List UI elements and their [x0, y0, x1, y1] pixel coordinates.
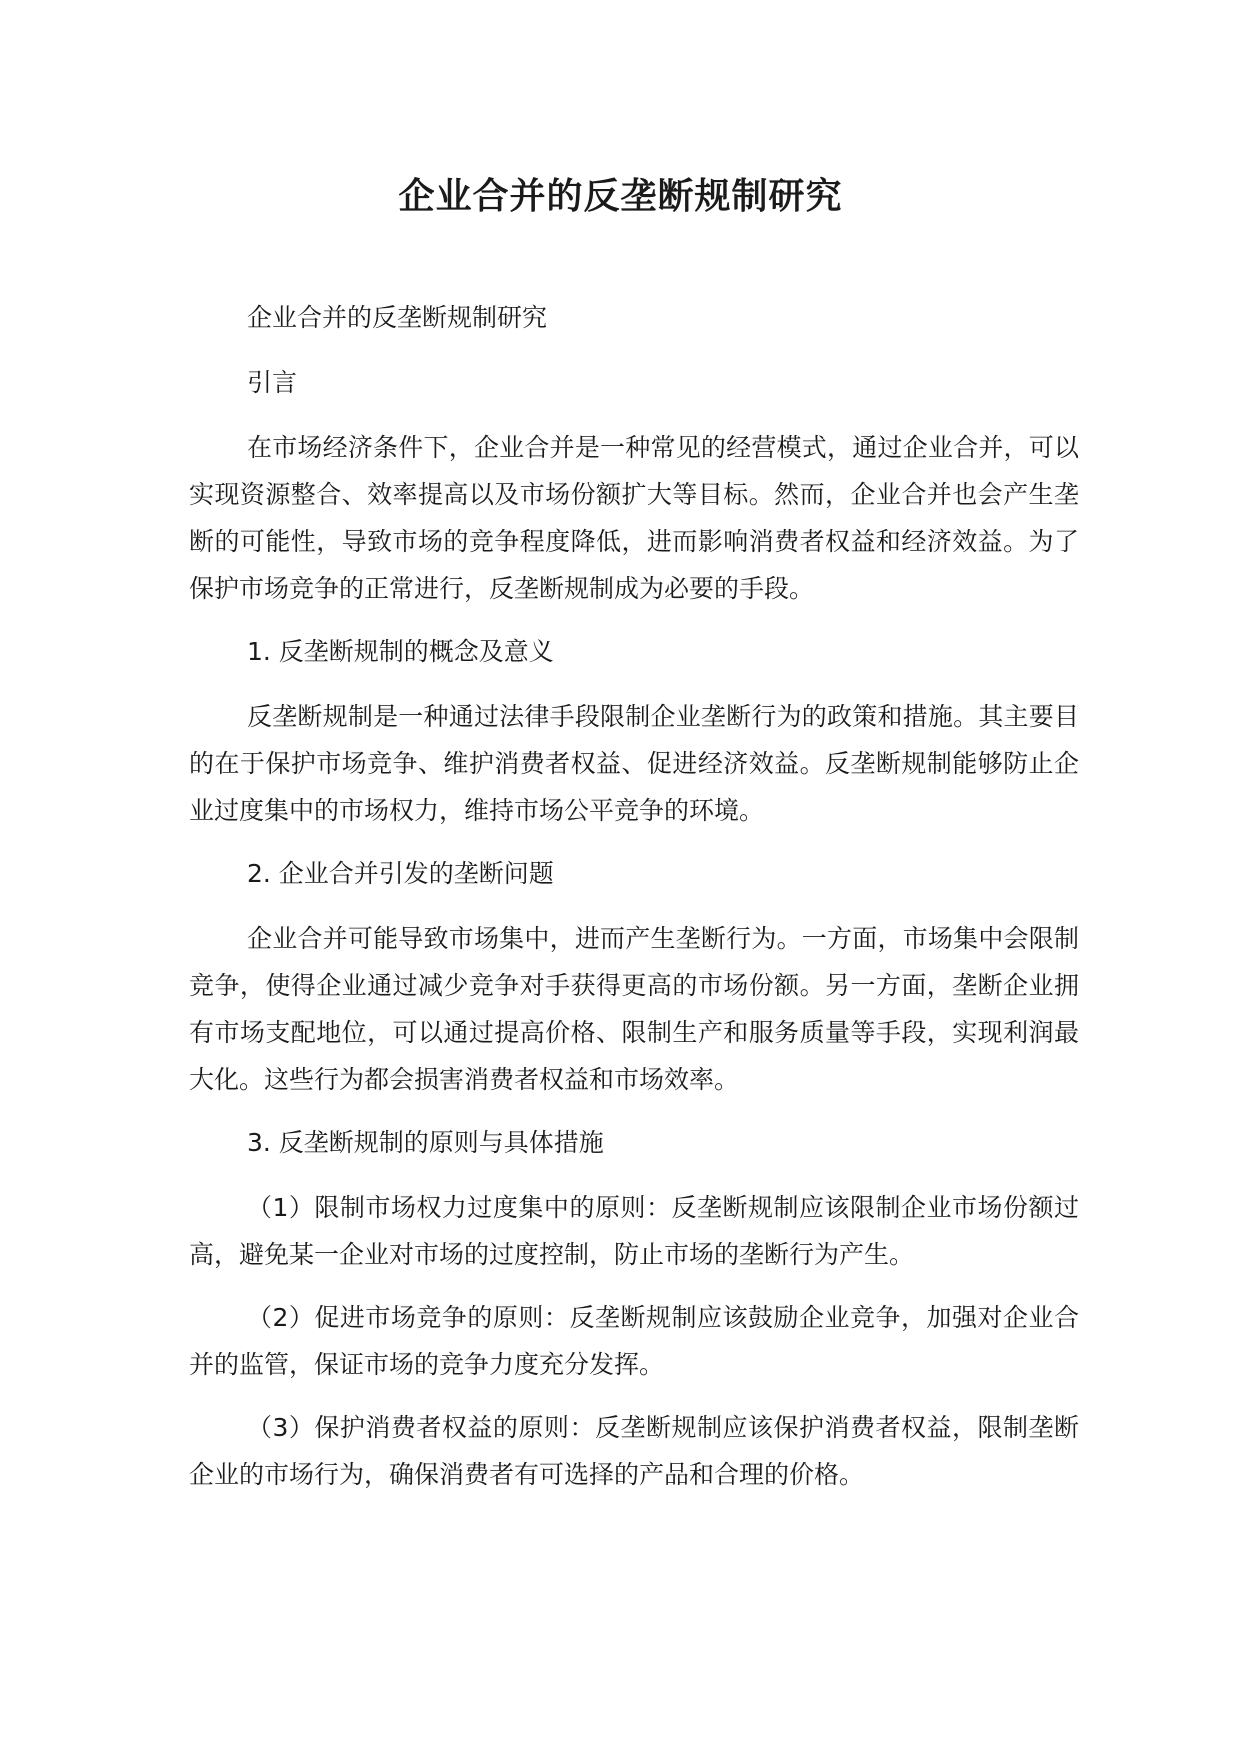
- subtitle-paragraph: 企业合并的反垄断规制研究: [247, 303, 548, 332]
- paragraph-principle-1: （1）限制市场权力过度集中的原则：反垄断规制应该限制企业市场份额过高，避免某一企业对市场的过度控制，防止市场的垄断行为产生。: [189, 1193, 1079, 1269]
- document-body: [189, 294, 1079, 1514]
- paragraph-introduction: 在市场经济条件下，企业合并是一种常见的经营模式，通过企业合并，可以实现资源整合、效率提高以及市场份额扩大等目标。然而，企业合并也会产生垄断的可能性，导致市场的竞争程度降低，进而影响消费者权益和经济效益。为了保护市场竞争的正常进行，反垄断规制成为必要的手段。: [189, 433, 1079, 603]
- section-heading-1: 1. 反垄断规制的概念及意义: [247, 637, 554, 666]
- section-heading-2: 2. 企业合并引发的垄断问题: [247, 859, 554, 888]
- document-title: 企业合并的反垄断规制研究: [398, 176, 843, 217]
- paragraph-section-1: 反垄断规制是一种通过法律手段限制企业垄断行为的政策和措施。其主要目的在于保护市场竞争、维护消费者权益、促进经济效益。反垄断规制能够防止企业过度集中的市场权力，维持市场公平竞争的环境。: [189, 702, 1079, 825]
- paragraph-section-2: 企业合并可能导致市场集中，进而产生垄断行为。一方面，市场集中会限制竞争，使得企业通过减少竞争对手获得更高的市场份额。另一方面，垄断企业拥有市场支配地位，可以通过提高价格、限制生产和服务质量等手段，实现利润最大化。这些行为都会损害消费者权益和市场效率。: [189, 924, 1079, 1094]
- section-heading-3: 3. 反垄断规制的原则与具体措施: [247, 1128, 604, 1157]
- paragraph-principle-2: （2）促进市场竞争的原则：反垄断规制应该鼓励企业竞争，加强对企业合并的监管，保证市场的竞争力度充分发挥。: [189, 1303, 1079, 1379]
- paragraph-principle-3: （3）保护消费者权益的原则：反垄断规制应该保护消费者权益，限制垄断企业的市场行为，确保消费者有可选择的产品和合理的价格。: [189, 1413, 1079, 1489]
- section-heading-introduction: 引言: [247, 368, 298, 397]
